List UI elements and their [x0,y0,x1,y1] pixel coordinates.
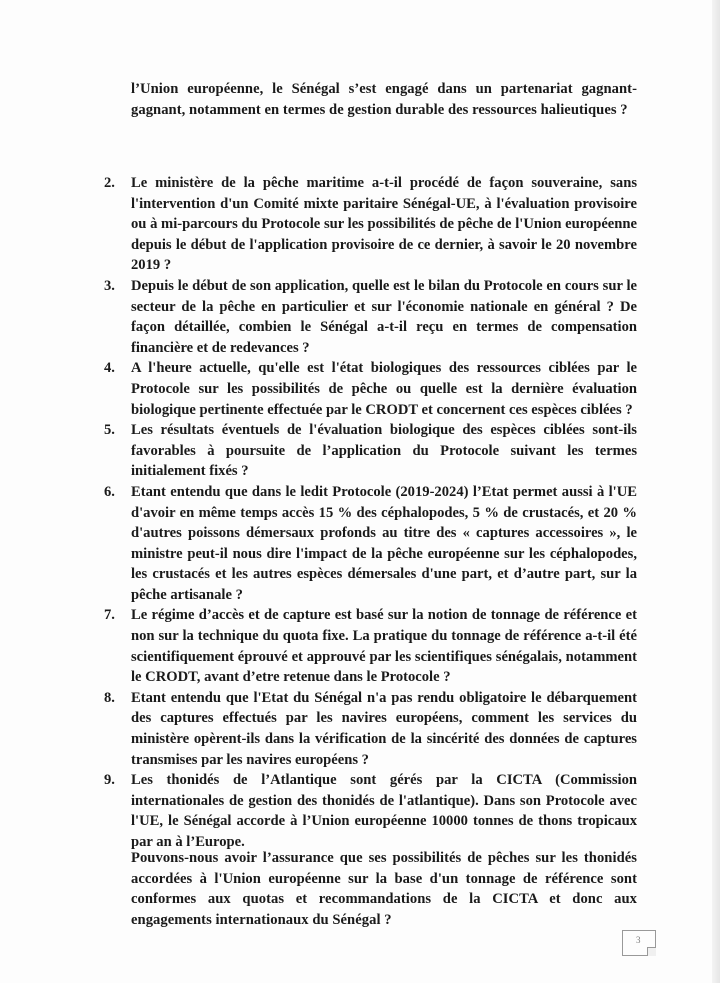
question-item [96,482,637,606]
question-text: Le ministère de la pêche maritime a-t-il procédé de façon souveraine, sans l'intervention d'un Comité mixte paritaire Sénégal-UE, à l'évaluation provisoire ou à mi-parcours du Protocole sur les possibilités de pêche de l'Union européenne depuis le début de l'application provisoire de ce dernier, à savoir le 20 novembre 2019 ? [131,175,637,274]
box-edge [655,931,656,948]
question-number: 3. [104,277,115,294]
question-item [96,420,637,482]
question-text: Etant entendu que dans le ledit Protocole (2019-2024) l’Etat permet aussi à l'UE d'avoir en même temps accès 15 % des céphalopodes, 5 % de crustacés, et 20 % d'autres poissons démersaux profonds au titre des « captures accessoires », le ministre peut-il nous dire l'impact de la pêche européenne sur les céphalopodes, les crustacés et les autres espèces démersales d'une part, et d’autre part, sur la pêche artisanale ? [131,483,637,603]
final-paragraph: Pouvons-nous avoir l’assurance que ses possibilités de pêches sur les thonidés accordées à l'Union européenne sur la base d'un tonnage de référence sont conformes aux quotas et recommandations de la CICTA et donc aux engagements internationaux du Sénégal ? [131,850,637,928]
question-number: 4. [104,360,115,377]
question-text: Le régime d’accès et de capture est basé sur la notion de tonnage de référence et non sur la technique du quota fixe. La pratique du tonnage de référence a-t-il été scientifiquement éprouvé et approuvé par les scientifiques sénégalais, notamment le CRODT, avant d’etre retenue dans le Protocole ? [131,607,637,686]
page-edge-shadow [712,0,720,983]
question-item [96,173,637,276]
question-number: 8. [104,689,115,706]
questions-list [96,173,637,853]
question-text: Etant entendu que l'Etat du Sénégal n'a pas rendu obligatoire le débarquement des captures effectués par les navires européens, comment les services du ministère opèrent-ils dans la vérification de la sincérité des données de captures transmises par les navires européens ? [131,689,637,768]
question-number: 6. [104,483,115,500]
question-item [96,605,637,687]
page-number-box [622,930,656,956]
question-number: 5. [104,422,115,439]
question-number: 7. [104,607,115,624]
question-number: 2. [104,175,115,191]
page-number: 3 [636,935,641,945]
question-item [96,358,637,420]
question-number: 9. [104,772,115,789]
intro-paragraph: l’Union européenne, le Sénégal s’est engagé dans un partenariat gagnant-gagnant, notamment en termes de gestion durable des ressources halieutiques ? [131,81,637,118]
question-text: A l'heure actuelle, qu'elle est l'état biologiques des ressources ciblées par le Protocole sur les possibilités de pêche ou quelle est la dernière évaluation biologique pertinente effectuée par le CRODT et concernent ces espèces ciblées ? [131,360,637,418]
question-text: Les résultats éventuels de l'évaluation biologique des espèces ciblées sont-ils favorables à poursuite de l’application du Protocole suivant les termes initialement fixés ? [131,422,637,480]
question-item [96,770,637,852]
question-item [96,688,637,770]
question-item [96,276,637,358]
question-text: Les thonidés de l’Atlantique sont gérés par la CICTA (Commission internationales de gestion des thonidés de l'atlantique). Dans son Protocole avec l'UE, le Sénégal accorde à l’Union européenne 10000 tonnes de thons tropicaux par an à l’Europe. [131,772,637,850]
box-edge [623,955,648,956]
question-text: Depuis le début de son application, quelle est le bilan du Protocole en cours sur le secteur de la pêche en particulier et sur l'économie nationale en général ? De façon détaillée, combien le Sénégal a-t-il reçu en termes de compensation financière et de redevances ? [131,277,637,356]
